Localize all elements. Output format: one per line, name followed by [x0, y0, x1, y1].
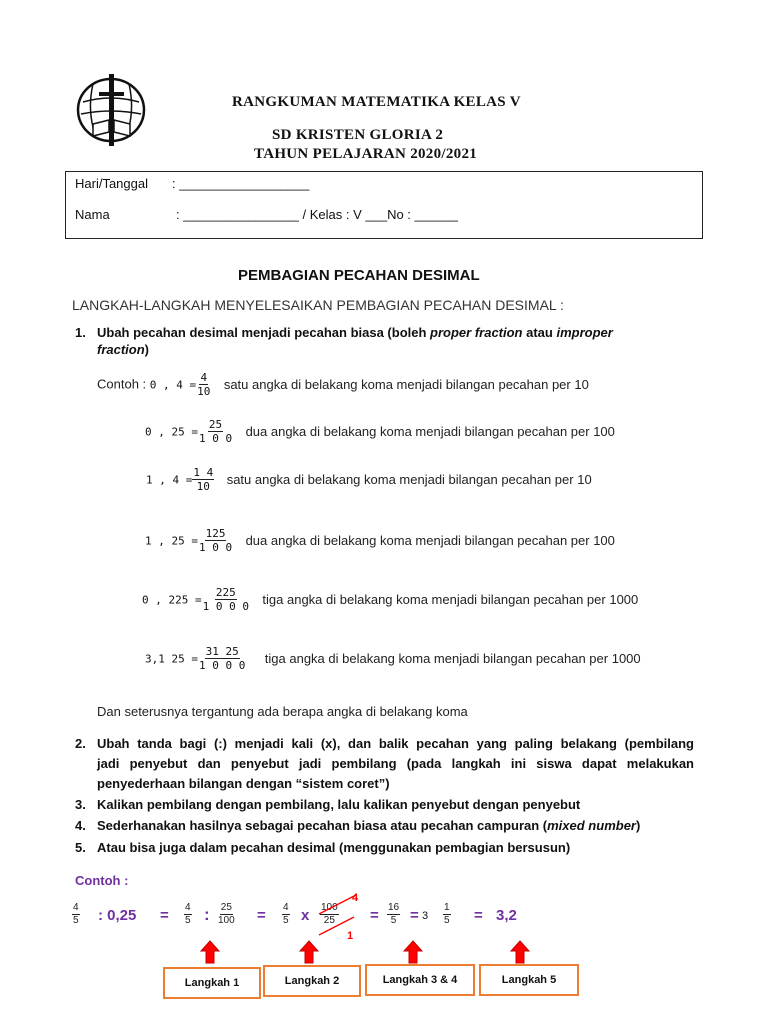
steps-subtitle: LANGKAH-LANGKAH MENYELESAIKAN PEMBAGIAN PECAHAN DESIMAL : — [72, 297, 564, 313]
arrow-up-icon — [200, 940, 220, 969]
eq-frac-3: $\frac{25}{100}$ — [218, 902, 235, 926]
step-5-text: Atau bisa juga dalam pecahan desimal (menggunakan pembagian bersusun) — [97, 840, 571, 855]
step-2-line-2: jadi penyebut dan penyebut jadi pembilang (pada langkah ini siswa dapat melakukan — [97, 756, 694, 771]
eq-frac-7: $\frac{1}{5}$ — [444, 902, 450, 926]
date-field[interactable]: : __________________ — [172, 176, 310, 191]
eq-frac-2: $\frac{4}{5}$ — [185, 902, 191, 926]
step-2-number: 2. — [75, 736, 86, 751]
step-3-number: 3. — [75, 797, 86, 812]
step-1-text-cont: fraction) — [97, 342, 150, 357]
eq-equals-1: = — [160, 907, 169, 924]
step-4-number: 4. — [75, 818, 86, 833]
cancel-result-top: 4 — [352, 892, 359, 904]
example-row-4: 1 , 25 = $\frac{125}{1 0 0}$ dua angka di belakang koma menjadi bilangan pecahan per 100 — [145, 527, 615, 554]
eq-equals-2: = — [257, 907, 266, 924]
name-class-field[interactable]: : ________________ / Kelas : V ___No : ______ — [176, 207, 458, 222]
example-label: Contoh : — [75, 873, 129, 888]
school-logo — [73, 72, 151, 153]
eq-frac-5: $\frac{100}{25}$ — [321, 902, 338, 926]
examples-footnote: Dan seterusnya tergantung ada berapa angka di belakang koma — [97, 704, 468, 719]
eq-frac-6: $\frac{16}{5}$ — [388, 902, 400, 926]
eq-equals-3: = — [370, 907, 379, 924]
eq-colon: : — [204, 905, 210, 924]
step-1-text: Ubah pecahan desimal menjadi pecahan biasa (boleh proper fraction atau improper — [97, 325, 613, 340]
eq-times: x — [301, 907, 310, 924]
date-label: Hari/Tanggal — [75, 176, 148, 191]
example-row-6: 3,1 25 = $\frac{31 25}{1 0 0 0}$ tiga angka di belakang koma menjadi bilangan pecahan per 1000 — [145, 645, 641, 672]
cancel-result-bottom: 1 — [347, 930, 354, 942]
school-name: SD KRISTEN GLORIA 2 — [272, 127, 444, 143]
eq-frac-4: $\frac{4}{5}$ — [283, 902, 289, 926]
step-2-line-3: penyederhaan bilangan dengan “sistem coret”) — [97, 776, 390, 791]
step-label-3-4: Langkah 3 & 4 — [365, 964, 475, 996]
section-title: PEMBAGIAN PECAHAN DESIMAL — [238, 267, 480, 284]
example-row-2: 0 , 25 = $\frac{25}{1 0 0}$ dua angka di belakang koma menjadi bilangan pecahan per 100 — [145, 418, 615, 445]
eq-equals-5: = — [474, 907, 483, 924]
eq-equals-4: = — [410, 907, 419, 924]
name-label: Nama — [75, 207, 110, 222]
step-5-number: 5. — [75, 840, 86, 855]
eq-frac-1: $\frac{4}{5}$ — [73, 902, 79, 926]
example-row-5: 0 , 225 = $\frac{225}{1 0 0 0}$ tiga angka di belakang koma menjadi bilangan pecahan per 1000 — [142, 586, 639, 613]
cancel-strike-lines — [316, 890, 366, 945]
student-info-box — [65, 171, 703, 239]
step-3-text: Kalikan pembilang dengan pembilang, lalu kalikan penyebut dengan penyebut — [97, 797, 581, 812]
document-title: RANGKUMAN MATEMATIKA KELAS V — [232, 94, 521, 110]
step-1-number: 1. — [75, 325, 86, 340]
step-2-line-1: Ubah tanda bagi (:) menjadi kali (x), dan balik pecahan yang paling belakang (pembilang — [97, 736, 694, 751]
example-row-1: Contoh : 0 , 4 = $\frac{4}{10}$ satu angka di belakang koma menjadi bilangan pecahan per 10 — [97, 371, 589, 398]
eq-mixed-whole: 3 — [422, 910, 429, 922]
eq-result: 3,2 — [496, 907, 517, 924]
step-label-2: Langkah 2 — [263, 965, 361, 997]
school-year: TAHUN PELAJARAN 2020/2021 — [254, 146, 478, 162]
eq-divide-decimal: : 0,25 — [98, 907, 137, 924]
step-label-1: Langkah 1 — [163, 967, 261, 999]
example-row-3: 1 , 4 = $\frac{1 4}{10}$ satu angka di belakang koma menjadi bilangan pecahan per 10 — [146, 466, 592, 493]
step-label-5: Langkah 5 — [479, 964, 579, 996]
step-4-text: Sederhanakan hasilnya sebagai pecahan biasa atau pecahan campuran (mixed number) — [97, 818, 641, 833]
